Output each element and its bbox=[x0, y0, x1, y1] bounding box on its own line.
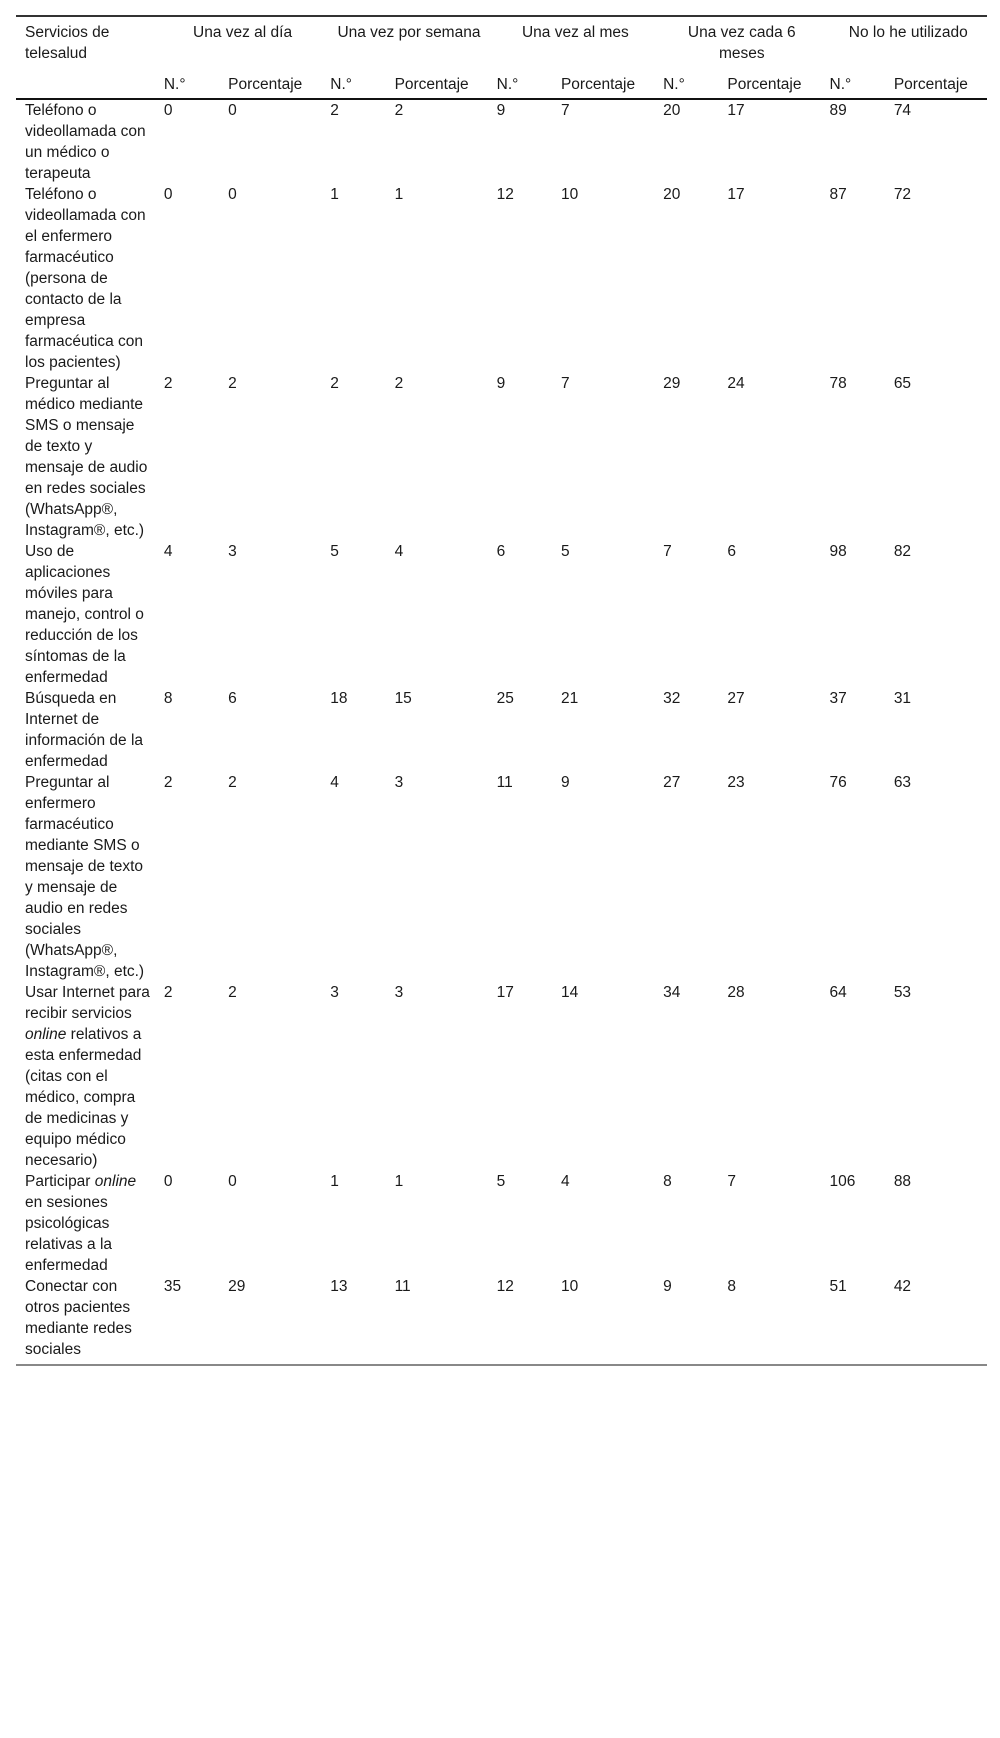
percent-cell: 74 bbox=[893, 102, 912, 119]
count-cell: 4 bbox=[330, 774, 339, 791]
percent-cell: 23 bbox=[727, 774, 745, 791]
table-container bbox=[16, 15, 987, 1366]
count-cell: 78 bbox=[829, 375, 847, 392]
table-row bbox=[16, 1276, 987, 1365]
count-cell: 0 bbox=[163, 102, 173, 119]
percent-cell: 9 bbox=[560, 774, 570, 791]
count-cell: 106 bbox=[829, 1173, 856, 1190]
count-cell: 27 bbox=[663, 774, 681, 791]
table-row bbox=[16, 184, 987, 373]
percent-cell: 88 bbox=[893, 1173, 912, 1190]
count-cell: 89 bbox=[829, 102, 847, 119]
percent-cell: 17 bbox=[727, 102, 745, 119]
table-row bbox=[16, 541, 987, 688]
count-cell: 29 bbox=[663, 375, 681, 392]
percent-cell: 2 bbox=[394, 375, 404, 392]
service-name: Preguntar al médico mediante SMS o mensaje de texto y mensaje de audio en redes sociales (WhatsApp®, Instagram®, etc.) bbox=[25, 375, 148, 539]
telehealth-usage-table bbox=[16, 15, 987, 1366]
percent-cell: 0 bbox=[228, 186, 237, 203]
service-name: Teléfono o videollamada con un médico o terapeuta bbox=[25, 102, 146, 182]
percent-cell: 65 bbox=[893, 375, 912, 392]
percent-cell: 4 bbox=[560, 1173, 570, 1190]
count-cell: 8 bbox=[163, 690, 173, 707]
count-cell: 25 bbox=[496, 690, 514, 707]
percent-cell: 10 bbox=[560, 186, 579, 203]
header-group-never: No lo he utilizado bbox=[821, 16, 988, 67]
count-cell: 98 bbox=[829, 543, 847, 560]
count-cell: 9 bbox=[496, 102, 506, 119]
count-cell: 5 bbox=[330, 543, 339, 560]
percent-cell: 7 bbox=[560, 375, 570, 392]
percent-cell: 82 bbox=[893, 543, 912, 560]
percent-cell: 1 bbox=[394, 1173, 404, 1190]
count-cell: 4 bbox=[163, 543, 173, 560]
count-cell: 1 bbox=[330, 186, 339, 203]
subheader-percent: Porcentaje bbox=[885, 67, 987, 99]
percent-cell: 6 bbox=[228, 690, 237, 707]
table-row bbox=[16, 373, 987, 541]
percent-cell: 7 bbox=[727, 1173, 737, 1190]
percent-cell: 3 bbox=[394, 774, 404, 791]
count-cell: 51 bbox=[821, 1276, 885, 1365]
percent-cell: 1 bbox=[394, 186, 404, 203]
subheader-n: N.° bbox=[821, 67, 885, 99]
count-cell: 34 bbox=[663, 984, 681, 1001]
table-row bbox=[16, 99, 987, 184]
count-cell: 64 bbox=[829, 984, 847, 1001]
table-row bbox=[16, 688, 987, 772]
percent-cell: 2 bbox=[228, 375, 237, 392]
count-cell: 8 bbox=[663, 1173, 672, 1190]
subheader-percent: Porcentaje bbox=[219, 67, 321, 99]
service-name: Búsqueda en Internet de información de la enfermedad bbox=[25, 690, 144, 770]
count-cell: 17 bbox=[496, 984, 514, 1001]
percent-cell: 2 bbox=[394, 102, 404, 119]
header-services: Servicios de telesalud bbox=[16, 16, 155, 67]
subheader-n: N.° bbox=[155, 67, 219, 99]
percent-cell: 2 bbox=[228, 774, 237, 791]
percent-cell: 27 bbox=[727, 690, 745, 707]
count-cell: 6 bbox=[496, 543, 506, 560]
percent-cell: 17 bbox=[727, 186, 745, 203]
count-cell: 32 bbox=[663, 690, 681, 707]
count-cell: 2 bbox=[330, 375, 339, 392]
percent-cell: 8 bbox=[718, 1276, 820, 1365]
count-cell: 87 bbox=[829, 186, 847, 203]
service-name: Preguntar al enfermero farmacéutico mediante SMS o mensaje de texto y mensaje de audio en redes sociales (WhatsApp®, Instagram®, etc.) bbox=[25, 774, 145, 980]
header-group-weekly: Una vez por semana bbox=[321, 16, 487, 67]
table-body bbox=[16, 99, 987, 1365]
count-cell: 12 bbox=[488, 1276, 552, 1365]
header-empty bbox=[16, 67, 155, 99]
subheader-n: N.° bbox=[654, 67, 718, 99]
count-cell: 9 bbox=[496, 375, 506, 392]
count-cell: 2 bbox=[163, 375, 173, 392]
header-group-monthly: Una vez al mes bbox=[488, 16, 654, 67]
subheader-n: N.° bbox=[488, 67, 552, 99]
count-cell: 2 bbox=[330, 102, 339, 119]
percent-cell: 3 bbox=[228, 543, 237, 560]
percent-cell: 21 bbox=[560, 690, 579, 707]
header-group-six-months: Una vez cada 6 meses bbox=[654, 16, 820, 67]
service-name: Teléfono o videollamada con el enfermero farmacéutico (persona de contacto de la empresa farmacéutica con los pacientes) bbox=[25, 186, 146, 371]
count-cell: 2 bbox=[163, 984, 173, 1001]
subheader-percent: Porcentaje bbox=[386, 67, 488, 99]
count-cell: 1 bbox=[330, 1173, 339, 1190]
count-cell: 12 bbox=[496, 186, 514, 203]
table-row bbox=[16, 1171, 987, 1276]
percent-cell: 5 bbox=[560, 543, 570, 560]
percent-cell: 7 bbox=[560, 102, 570, 119]
percent-cell: 4 bbox=[394, 543, 404, 560]
subheader-percent: Porcentaje bbox=[718, 67, 820, 99]
count-cell: 9 bbox=[654, 1276, 718, 1365]
percent-cell: 11 bbox=[386, 1276, 488, 1365]
count-cell: 3 bbox=[330, 984, 339, 1001]
subheader-n: N.° bbox=[321, 67, 385, 99]
percent-cell: 10 bbox=[552, 1276, 654, 1365]
service-name: Participar online en sesiones psicológicas relativas a la enfermedad bbox=[25, 1173, 137, 1274]
percent-cell: 72 bbox=[893, 186, 912, 203]
count-cell: 7 bbox=[663, 543, 672, 560]
percent-cell: 31 bbox=[893, 690, 912, 707]
percent-cell: 0 bbox=[228, 1173, 237, 1190]
subheader-percent: Porcentaje bbox=[552, 67, 654, 99]
percent-cell: 0 bbox=[228, 102, 237, 119]
count-cell: 18 bbox=[330, 690, 348, 707]
count-cell: 5 bbox=[496, 1173, 506, 1190]
service-name: Usar Internet para recibir servicios online relativos a esta enfermedad (citas con el médico, compra de medicinas y equipo médico necesario) bbox=[25, 984, 150, 1169]
count-cell: 35 bbox=[155, 1276, 219, 1365]
count-cell: 76 bbox=[829, 774, 847, 791]
count-cell: 20 bbox=[663, 102, 681, 119]
table-row bbox=[16, 982, 987, 1171]
percent-cell: 2 bbox=[228, 984, 237, 1001]
count-cell: 11 bbox=[496, 774, 513, 791]
count-cell: 2 bbox=[163, 774, 173, 791]
header-row-subcolumns bbox=[16, 67, 987, 99]
percent-cell: 3 bbox=[394, 984, 404, 1001]
service-name: Uso de aplicaciones móviles para manejo, control o reducción de los síntomas de la enfermedad bbox=[25, 543, 144, 686]
header-row-groups bbox=[16, 16, 987, 67]
count-cell: 0 bbox=[163, 186, 173, 203]
percent-cell: 28 bbox=[727, 984, 745, 1001]
count-cell: 37 bbox=[829, 690, 847, 707]
percent-cell: 63 bbox=[893, 774, 912, 791]
percent-cell: 42 bbox=[885, 1276, 987, 1365]
percent-cell: 15 bbox=[394, 690, 412, 707]
service-name: Conectar con otros pacientes mediante redes sociales bbox=[16, 1276, 155, 1365]
percent-cell: 14 bbox=[560, 984, 579, 1001]
count-cell: 0 bbox=[163, 1173, 173, 1190]
count-cell: 13 bbox=[321, 1276, 385, 1365]
percent-cell: 29 bbox=[219, 1276, 321, 1365]
count-cell: 20 bbox=[663, 186, 681, 203]
table-row bbox=[16, 772, 987, 982]
percent-cell: 53 bbox=[893, 984, 912, 1001]
percent-cell: 24 bbox=[727, 375, 745, 392]
percent-cell: 6 bbox=[727, 543, 737, 560]
header-group-daily: Una vez al día bbox=[155, 16, 321, 67]
